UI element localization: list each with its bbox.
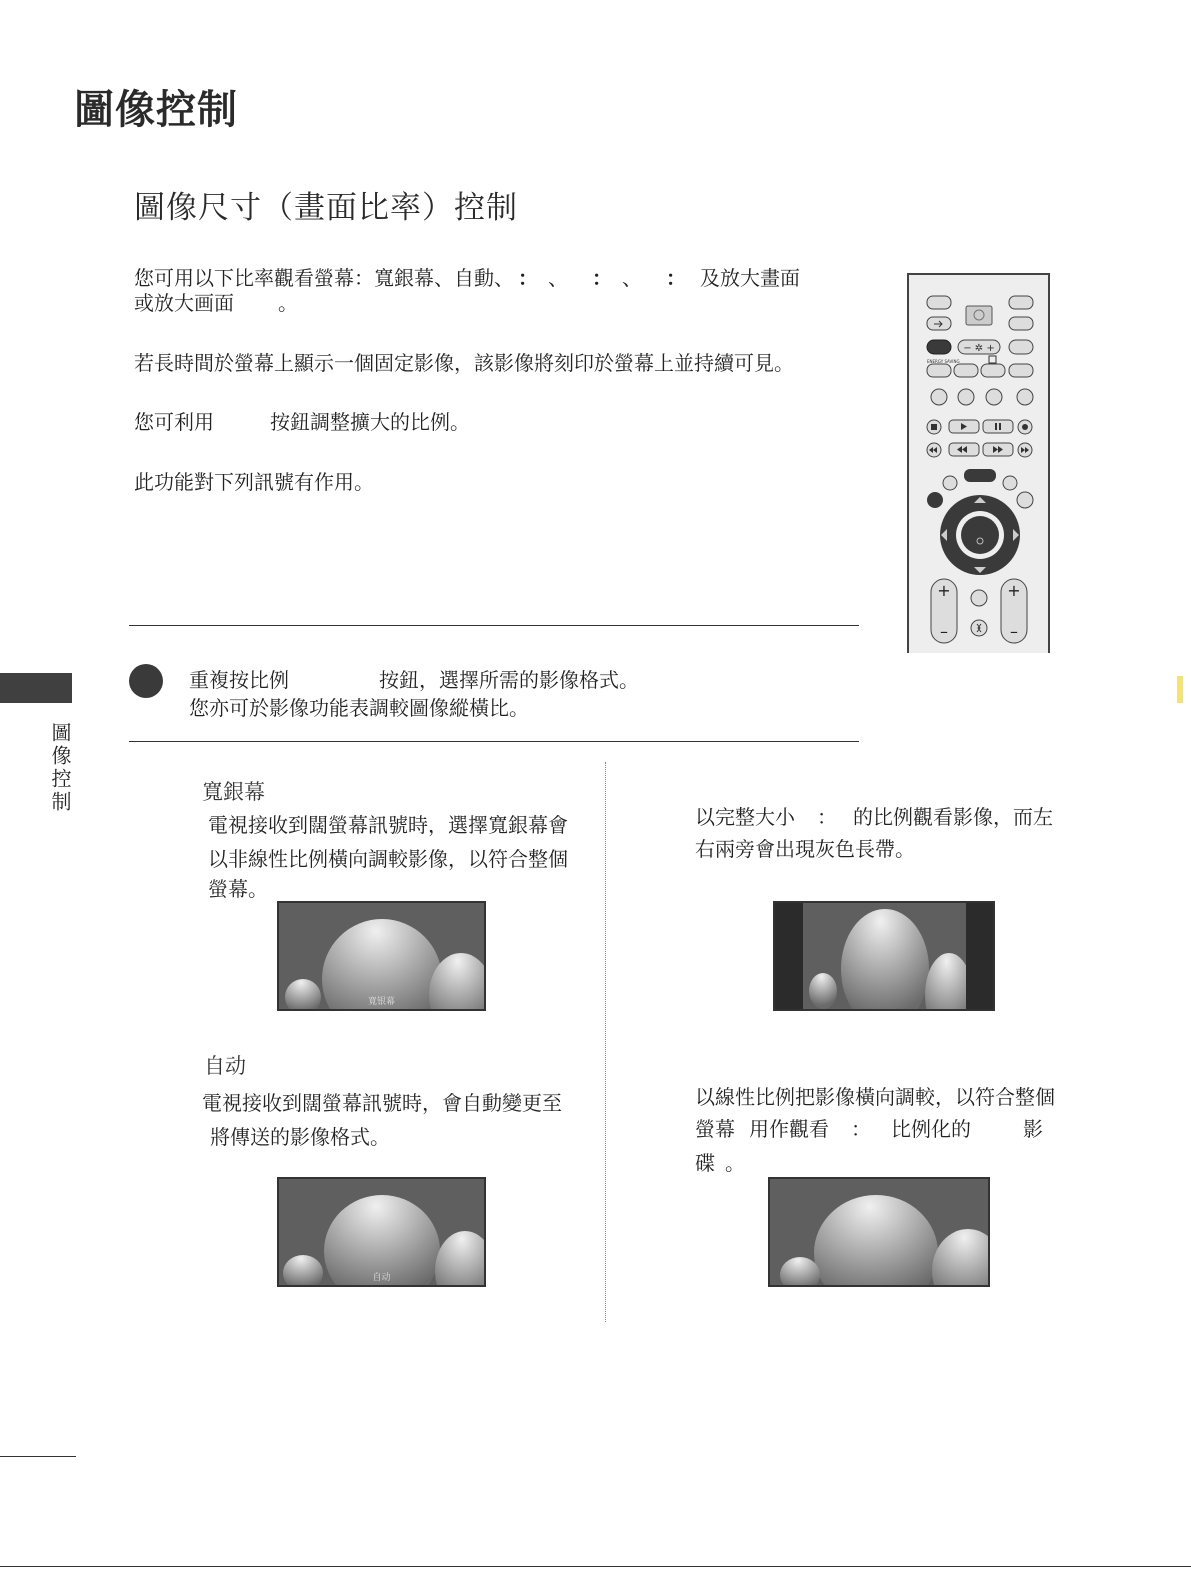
comma-1: 、: [548, 266, 568, 290]
intro-text-b: 及放大畫面: [700, 266, 800, 290]
page-title: 圖像控制: [74, 87, 238, 133]
sixteen-nine-body-1: 以線性比例把影像橫向調較，以符合整個: [695, 1085, 1055, 1109]
step-line1-b: 按鈕，選擇所需的影像格式。: [379, 668, 639, 692]
chapter-tab: [0, 673, 72, 703]
widescreen-body-2: 以非線性比例橫向調較影像，以符合整個: [208, 847, 568, 871]
four-three-sep: ：: [817, 805, 837, 829]
step-number-marker: [129, 664, 163, 698]
page-edge-marker: [1177, 676, 1183, 703]
intro-line2-b: 。: [278, 291, 298, 315]
intro-line2-a: 或放大画面: [134, 291, 234, 315]
four-three-body1-a: 以完整大小: [695, 805, 795, 829]
sixteen-nine-body-3: [695, 1146, 745, 1180]
sixteen-nine-body3-a: 碟: [695, 1151, 715, 1175]
chapter-tab-label: 圖像控制: [48, 722, 72, 814]
energy-saving-label: ENERGY SAVING: [927, 359, 960, 364]
intro-line-2: [134, 291, 298, 315]
remote-control-illustration: [907, 273, 1050, 653]
step-line-2: 您亦可於影像功能表調較圖像縱橫比。: [189, 696, 529, 720]
four-three-body-2: 右兩旁會出現灰色長帶。: [695, 837, 915, 861]
section-title: 圖像尺寸（畫面比率）控制: [134, 190, 518, 226]
ch-minus-label: –: [1010, 622, 1018, 641]
auto-title: 自动: [204, 1054, 246, 1078]
intro-line-1: [134, 266, 854, 290]
step-line1-a: 重複按比例: [189, 668, 289, 692]
sixteen-nine-body3-b: 。: [725, 1151, 745, 1175]
footer-rule: [0, 1566, 1191, 1567]
footer-rule-short: [0, 1456, 76, 1457]
sixteen-nine-body2-b: 用作觀看: [749, 1117, 829, 1141]
sixteen-nine-body2-d: 影: [1023, 1117, 1043, 1141]
four-three-preview-image: [773, 901, 995, 1011]
sixteen-nine-preview-image: [768, 1177, 990, 1287]
ratio-sep-1: ：: [518, 266, 538, 290]
intro-para-3: [134, 410, 470, 434]
auto-preview-image: [277, 1177, 486, 1287]
svg-text:− ✲ +: − ✲ +: [963, 343, 995, 354]
column-separator: [605, 762, 606, 1322]
intro-para3-a: 您可利用: [134, 410, 214, 434]
intro-para-4: 此功能對下列訊號有作用。: [134, 470, 374, 494]
widescreen-title: 寬銀幕: [202, 780, 265, 804]
widescreen-body-1: 電視接收到闊螢幕訊號時，選擇寬銀幕會: [208, 813, 568, 837]
ratio-sep-3: ：: [666, 266, 686, 290]
vol-plus-label: +: [937, 581, 951, 600]
vol-minus-label: –: [940, 622, 948, 641]
ch-plus-label: +: [1007, 581, 1021, 600]
four-three-body1-b: 的比例觀看影像，而左: [853, 805, 1053, 829]
sixteen-nine-body2-a: 螢幕: [695, 1117, 735, 1141]
auto-body-1: 電視接收到闊螢幕訊號時，會自動變更至: [202, 1091, 562, 1115]
auto-image-caption: 自动: [372, 1273, 391, 1283]
auto-body-2: 將傳送的影像格式。: [210, 1125, 390, 1149]
sixteen-nine-sep: ：: [851, 1117, 871, 1141]
divider-top: [129, 625, 859, 626]
intro-para-2: 若長時間於螢幕上顯示一個固定影像，該影像將刻印於螢幕上並持續可見。: [134, 351, 794, 375]
intro-text-a: 您可用以下比率觀看螢幕：寬銀幕、自動、: [134, 266, 514, 290]
step-line-1: [189, 668, 639, 692]
ratio-sep-2: ：: [592, 266, 612, 290]
widescreen-body-3: 螢幕。: [208, 877, 268, 901]
widescreen-preview-image: [277, 901, 486, 1011]
widescreen-image-caption: 寬银幕: [367, 997, 395, 1007]
intro-para3-b: 按鈕調整擴大的比例。: [270, 410, 470, 434]
four-three-body-1: [695, 800, 1053, 834]
comma-2: 、: [622, 266, 642, 290]
divider-bottom: [129, 741, 859, 742]
sixteen-nine-body2-c: 比例化的: [891, 1117, 971, 1141]
sixteen-nine-body-2: [695, 1112, 1043, 1146]
